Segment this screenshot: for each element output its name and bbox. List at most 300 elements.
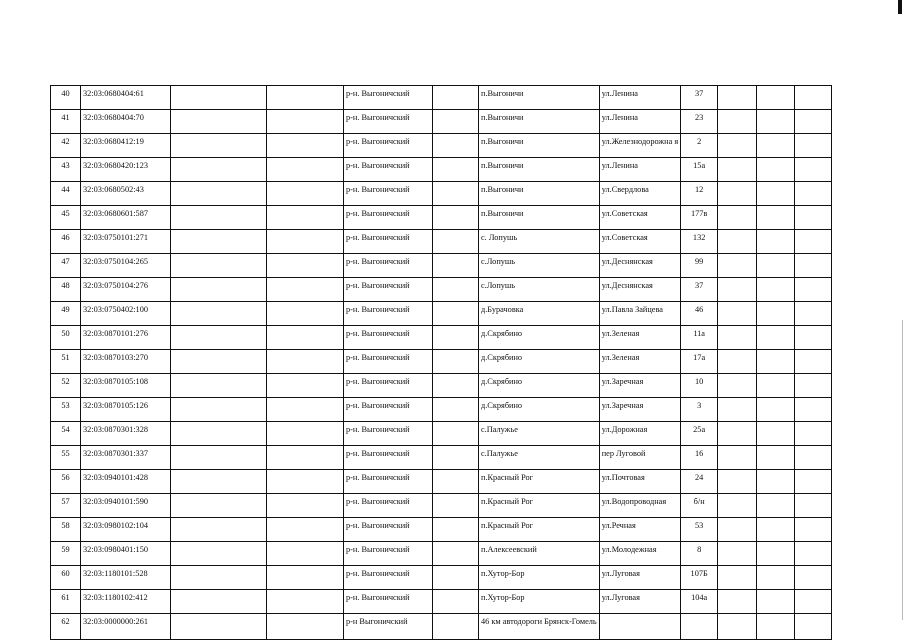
table-row xyxy=(51,398,832,422)
cell-cad: 32:03:0980401:150 xyxy=(81,542,171,566)
cell-dist: р-н. Выгоничский xyxy=(344,518,433,542)
cell-house: 25а xyxy=(681,422,718,446)
cell-street: ул.Ленина xyxy=(599,86,680,110)
empty-cell xyxy=(171,86,267,110)
table-row xyxy=(51,566,832,590)
empty-cell xyxy=(267,86,344,110)
cell-cad: 32:03:0870301:328 xyxy=(81,422,171,446)
table-row xyxy=(51,374,832,398)
cell-loc: с.Лопушь xyxy=(479,254,600,278)
cell-n: 44 xyxy=(51,182,81,206)
cell-dist: р-н. Выгоничский xyxy=(344,446,433,470)
cell-n: 62 xyxy=(51,614,81,640)
cell-cad: 32:03:0000000:261 xyxy=(81,614,171,640)
empty-cell xyxy=(433,278,479,302)
cell-cad: 32:03:0870301:337 xyxy=(81,446,171,470)
empty-cell xyxy=(757,350,795,374)
empty-cell xyxy=(171,278,267,302)
cell-loc: п.Выгоничи xyxy=(479,158,600,182)
cell-cad: 32:03:0750104:276 xyxy=(81,278,171,302)
empty-cell xyxy=(267,542,344,566)
empty-cell xyxy=(718,110,757,134)
cell-dist: р-н. Выгоничский xyxy=(344,494,433,518)
empty-cell xyxy=(718,398,757,422)
cell-house: 99 xyxy=(681,254,718,278)
cell-n: 40 xyxy=(51,86,81,110)
cell-cad: 32:03:0680404:61 xyxy=(81,86,171,110)
empty-cell xyxy=(433,518,479,542)
cell-street: ул.Речная xyxy=(599,518,680,542)
empty-cell xyxy=(757,158,795,182)
cell-dist: р-н. Выгоничский xyxy=(344,398,433,422)
cell-n: 50 xyxy=(51,326,81,350)
cell-dist: р-н. Выгоничский xyxy=(344,278,433,302)
empty-cell xyxy=(171,182,267,206)
table-row xyxy=(51,86,832,110)
empty-cell xyxy=(171,614,267,640)
cell-loc: п.Хутор-Бор xyxy=(479,566,600,590)
cell-street: пер Луговой xyxy=(599,446,680,470)
empty-cell xyxy=(433,158,479,182)
empty-cell xyxy=(795,398,832,422)
empty-cell xyxy=(171,110,267,134)
cell-street: ул.Заречная xyxy=(599,398,680,422)
empty-cell xyxy=(757,542,795,566)
cell-n: 55 xyxy=(51,446,81,470)
cell-cad: 32:03:1180102:412 xyxy=(81,590,171,614)
cell-street xyxy=(599,614,680,640)
cell-loc: 46 км автодороги Брянск-Гомель xyxy=(479,614,600,640)
cell-loc: д.Скрябино xyxy=(479,326,600,350)
empty-cell xyxy=(171,254,267,278)
empty-cell xyxy=(795,494,832,518)
empty-cell xyxy=(171,446,267,470)
cell-loc: п.Алексеевский xyxy=(479,542,600,566)
cell-street: ул.Заречная xyxy=(599,374,680,398)
empty-cell xyxy=(171,230,267,254)
table-row xyxy=(51,206,832,230)
table-row xyxy=(51,590,832,614)
cell-cad: 32:03:0680601:587 xyxy=(81,206,171,230)
empty-cell xyxy=(267,254,344,278)
empty-cell xyxy=(757,566,795,590)
cell-house: 177в xyxy=(681,206,718,230)
empty-cell xyxy=(718,446,757,470)
table-row xyxy=(51,254,832,278)
cell-cad: 32:03:0870103:270 xyxy=(81,350,171,374)
empty-cell xyxy=(433,446,479,470)
cell-n: 49 xyxy=(51,302,81,326)
cell-dist: р-н. Выгоничский xyxy=(344,542,433,566)
empty-cell xyxy=(718,542,757,566)
cell-house xyxy=(681,614,718,640)
empty-cell xyxy=(795,422,832,446)
cell-cad: 32:03:0680502:43 xyxy=(81,182,171,206)
cell-house: 23 xyxy=(681,110,718,134)
empty-cell xyxy=(433,494,479,518)
cell-loc: д.Скрябино xyxy=(479,398,600,422)
cell-house: 15а xyxy=(681,158,718,182)
cell-loc: с.Палужье xyxy=(479,422,600,446)
empty-cell xyxy=(718,326,757,350)
empty-cell xyxy=(795,590,832,614)
cell-street: ул.Луговая xyxy=(599,566,680,590)
empty-cell xyxy=(718,254,757,278)
cell-loc: п.Выгоничи xyxy=(479,182,600,206)
cell-cad: 32:03:0750402:100 xyxy=(81,302,171,326)
cell-house: 24 xyxy=(681,470,718,494)
empty-cell xyxy=(171,542,267,566)
cell-loc: п.Красный Рог xyxy=(479,494,600,518)
empty-cell xyxy=(433,86,479,110)
empty-cell xyxy=(433,590,479,614)
cell-n: 41 xyxy=(51,110,81,134)
cell-n: 54 xyxy=(51,422,81,446)
cell-street: ул.Почтовая xyxy=(599,470,680,494)
empty-cell xyxy=(171,566,267,590)
cell-house: 46 xyxy=(681,302,718,326)
cell-n: 52 xyxy=(51,374,81,398)
cell-n: 59 xyxy=(51,542,81,566)
empty-cell xyxy=(795,206,832,230)
table-row xyxy=(51,494,832,518)
empty-cell xyxy=(267,614,344,640)
cell-n: 47 xyxy=(51,254,81,278)
cell-n: 57 xyxy=(51,494,81,518)
table-row xyxy=(51,230,832,254)
empty-cell xyxy=(757,206,795,230)
table-row xyxy=(51,446,832,470)
empty-cell xyxy=(757,614,795,640)
empty-cell xyxy=(757,230,795,254)
empty-cell xyxy=(757,134,795,158)
cell-n: 58 xyxy=(51,518,81,542)
cell-street: ул.Советская xyxy=(599,230,680,254)
cell-street: ул.Дорожная xyxy=(599,422,680,446)
empty-cell xyxy=(267,206,344,230)
cell-loc: п.Выгоничи xyxy=(479,86,600,110)
empty-cell xyxy=(171,422,267,446)
empty-cell xyxy=(718,86,757,110)
empty-cell xyxy=(757,302,795,326)
cell-house: 10 xyxy=(681,374,718,398)
empty-cell xyxy=(757,326,795,350)
empty-cell xyxy=(433,302,479,326)
table-row xyxy=(51,542,832,566)
empty-cell xyxy=(795,326,832,350)
cell-cad: 32:03:0940101:590 xyxy=(81,494,171,518)
cell-street: ул.Ленина xyxy=(599,110,680,134)
empty-cell xyxy=(718,278,757,302)
cell-cad: 32:03:0940101:428 xyxy=(81,470,171,494)
table-row xyxy=(51,326,832,350)
cell-house: 3 xyxy=(681,398,718,422)
cell-house: 2 xyxy=(681,134,718,158)
cell-dist: р-н. Выгоничский xyxy=(344,110,433,134)
table-row xyxy=(51,278,832,302)
cell-loc: п.Хутор-Бор xyxy=(479,590,600,614)
cell-dist: р-н. Выгоничский xyxy=(344,182,433,206)
page-edge-mark xyxy=(898,0,902,14)
cell-street: ул.Советская xyxy=(599,206,680,230)
empty-cell xyxy=(718,614,757,640)
empty-cell xyxy=(795,302,832,326)
cell-n: 45 xyxy=(51,206,81,230)
cell-cad: 32:03:0750104:265 xyxy=(81,254,171,278)
empty-cell xyxy=(795,86,832,110)
empty-cell xyxy=(757,374,795,398)
empty-cell xyxy=(718,566,757,590)
cell-n: 56 xyxy=(51,470,81,494)
empty-cell xyxy=(171,374,267,398)
cell-cad: 32:03:0870105:126 xyxy=(81,398,171,422)
cell-dist: р-н. Выгоничский xyxy=(344,302,433,326)
cell-street: ул.Павла Зайцева xyxy=(599,302,680,326)
empty-cell xyxy=(757,446,795,470)
empty-cell xyxy=(718,590,757,614)
empty-cell xyxy=(757,110,795,134)
cell-n: 60 xyxy=(51,566,81,590)
empty-cell xyxy=(267,422,344,446)
table-row xyxy=(51,302,832,326)
empty-cell xyxy=(795,374,832,398)
cell-street: ул.Зеленая xyxy=(599,350,680,374)
cell-dist: р-н. Выгоничский xyxy=(344,326,433,350)
cell-loc: п.Выгоничи xyxy=(479,206,600,230)
empty-cell xyxy=(718,422,757,446)
cell-house: 37 xyxy=(681,86,718,110)
empty-cell xyxy=(171,206,267,230)
cell-street: ул.Деснянская xyxy=(599,278,680,302)
cell-loc: п.Красный Рог xyxy=(479,518,600,542)
empty-cell xyxy=(171,134,267,158)
empty-cell xyxy=(795,470,832,494)
empty-cell xyxy=(267,374,344,398)
table-row xyxy=(51,470,832,494)
empty-cell xyxy=(795,278,832,302)
empty-cell xyxy=(718,206,757,230)
empty-cell xyxy=(718,230,757,254)
cell-cad: 32:03:0680404:70 xyxy=(81,110,171,134)
empty-cell xyxy=(718,374,757,398)
empty-cell xyxy=(795,230,832,254)
empty-cell xyxy=(718,470,757,494)
property-table xyxy=(50,85,832,640)
empty-cell xyxy=(795,542,832,566)
empty-cell xyxy=(795,158,832,182)
cell-house: 37 xyxy=(681,278,718,302)
table-row xyxy=(51,182,832,206)
cell-n: 46 xyxy=(51,230,81,254)
empty-cell xyxy=(433,254,479,278)
empty-cell xyxy=(757,182,795,206)
page-edge-line xyxy=(902,320,903,620)
cell-loc: д.Бурачовка xyxy=(479,302,600,326)
cell-dist: р-н. Выгоничский xyxy=(344,206,433,230)
table-row xyxy=(51,350,832,374)
empty-cell xyxy=(757,590,795,614)
cell-street: ул.Луговая xyxy=(599,590,680,614)
cell-dist: р-н. Выгоничский xyxy=(344,470,433,494)
empty-cell xyxy=(433,134,479,158)
empty-cell xyxy=(267,158,344,182)
empty-cell xyxy=(718,494,757,518)
cell-loc: п.Выгоничи xyxy=(479,110,600,134)
empty-cell xyxy=(267,494,344,518)
cell-street: ул.Водопроводная xyxy=(599,494,680,518)
cell-cad: 32:03:0870105:108 xyxy=(81,374,171,398)
cell-dist: р-н. Выгоничский xyxy=(344,254,433,278)
cell-n: 61 xyxy=(51,590,81,614)
empty-cell xyxy=(267,302,344,326)
empty-cell xyxy=(171,518,267,542)
empty-cell xyxy=(757,86,795,110)
cell-loc: д.Скрябино xyxy=(479,374,600,398)
cell-dist: р-н. Выгоничский xyxy=(344,566,433,590)
empty-cell xyxy=(433,374,479,398)
empty-cell xyxy=(171,326,267,350)
empty-cell xyxy=(718,518,757,542)
empty-cell xyxy=(433,422,479,446)
empty-cell xyxy=(433,206,479,230)
empty-cell xyxy=(795,614,832,640)
cell-house: 12 xyxy=(681,182,718,206)
cell-house: 107Б xyxy=(681,566,718,590)
cell-n: 53 xyxy=(51,398,81,422)
cell-loc: д.Скрябино xyxy=(479,350,600,374)
empty-cell xyxy=(267,326,344,350)
empty-cell xyxy=(757,422,795,446)
cell-loc: с. Лопушь xyxy=(479,230,600,254)
cell-dist: р-н. Выгоничский xyxy=(344,230,433,254)
empty-cell xyxy=(795,134,832,158)
table-row xyxy=(51,518,832,542)
empty-cell xyxy=(267,350,344,374)
cell-street: ул.Молодежная xyxy=(599,542,680,566)
table-row xyxy=(51,134,832,158)
empty-cell xyxy=(757,254,795,278)
empty-cell xyxy=(795,446,832,470)
cell-house: 17а xyxy=(681,350,718,374)
empty-cell xyxy=(433,398,479,422)
empty-cell xyxy=(267,278,344,302)
empty-cell xyxy=(433,326,479,350)
cell-street: ул.Ленина xyxy=(599,158,680,182)
cell-dist: р-н. Выгоничский xyxy=(344,350,433,374)
empty-cell xyxy=(718,182,757,206)
cell-dist: р-н. Выгоничский xyxy=(344,86,433,110)
empty-cell xyxy=(267,398,344,422)
empty-cell xyxy=(718,134,757,158)
empty-cell xyxy=(267,470,344,494)
cell-house: б/н xyxy=(681,494,718,518)
empty-cell xyxy=(757,398,795,422)
empty-cell xyxy=(433,542,479,566)
empty-cell xyxy=(757,470,795,494)
cell-dist: р-н. Выгоничский xyxy=(344,590,433,614)
empty-cell xyxy=(433,350,479,374)
cell-n: 48 xyxy=(51,278,81,302)
cell-house: 11а xyxy=(681,326,718,350)
cell-cad: 32:03:0680412:19 xyxy=(81,134,171,158)
cell-dist: р-н. Выгоничский xyxy=(344,422,433,446)
empty-cell xyxy=(267,182,344,206)
cell-cad: 32:03:0680420:123 xyxy=(81,158,171,182)
empty-cell xyxy=(433,182,479,206)
empty-cell xyxy=(795,518,832,542)
empty-cell xyxy=(267,566,344,590)
cell-cad: 32:03:0980102:104 xyxy=(81,518,171,542)
empty-cell xyxy=(267,518,344,542)
empty-cell xyxy=(718,158,757,182)
cell-street: ул.Железнодорожна я xyxy=(599,134,680,158)
cell-dist: р-н. Выгоничский xyxy=(344,134,433,158)
cell-house: 16 xyxy=(681,446,718,470)
cell-cad: 32:03:0870101:276 xyxy=(81,326,171,350)
empty-cell xyxy=(171,350,267,374)
cell-dist: р-н Выгоничский xyxy=(344,614,433,640)
cell-loc: с.Лопушь xyxy=(479,278,600,302)
empty-cell xyxy=(718,350,757,374)
empty-cell xyxy=(757,278,795,302)
empty-cell xyxy=(267,446,344,470)
cell-dist: р-н. Выгоничский xyxy=(344,374,433,398)
cell-cad: 32:03:1180101:528 xyxy=(81,566,171,590)
cell-house: 53 xyxy=(681,518,718,542)
empty-cell xyxy=(171,470,267,494)
empty-cell xyxy=(267,110,344,134)
cell-house: 8 xyxy=(681,542,718,566)
empty-cell xyxy=(795,254,832,278)
empty-cell xyxy=(433,614,479,640)
cell-loc: п.Красный Рог xyxy=(479,470,600,494)
cell-street: ул.Свердлова xyxy=(599,182,680,206)
empty-cell xyxy=(795,110,832,134)
table-row xyxy=(51,422,832,446)
cell-n: 42 xyxy=(51,134,81,158)
empty-cell xyxy=(171,590,267,614)
cell-n: 43 xyxy=(51,158,81,182)
table-row xyxy=(51,614,832,640)
empty-cell xyxy=(433,230,479,254)
empty-cell xyxy=(171,494,267,518)
cell-street: ул.Зеленая xyxy=(599,326,680,350)
empty-cell xyxy=(171,302,267,326)
empty-cell xyxy=(433,110,479,134)
empty-cell xyxy=(433,566,479,590)
cell-cad: 32:03:0750101:271 xyxy=(81,230,171,254)
cell-dist: р-н. Выгоничский xyxy=(344,158,433,182)
cell-house: 132 xyxy=(681,230,718,254)
empty-cell xyxy=(267,134,344,158)
empty-cell xyxy=(171,398,267,422)
cell-house: 104а xyxy=(681,590,718,614)
empty-cell xyxy=(267,590,344,614)
empty-cell xyxy=(718,302,757,326)
table-row xyxy=(51,110,832,134)
empty-cell xyxy=(171,158,267,182)
empty-cell xyxy=(795,350,832,374)
cell-n: 51 xyxy=(51,350,81,374)
table-row xyxy=(51,158,832,182)
empty-cell xyxy=(795,182,832,206)
empty-cell xyxy=(757,494,795,518)
cell-loc: п.Выгоничи xyxy=(479,134,600,158)
empty-cell xyxy=(795,566,832,590)
cell-loc: с.Палужье xyxy=(479,446,600,470)
empty-cell xyxy=(267,230,344,254)
empty-cell xyxy=(433,470,479,494)
